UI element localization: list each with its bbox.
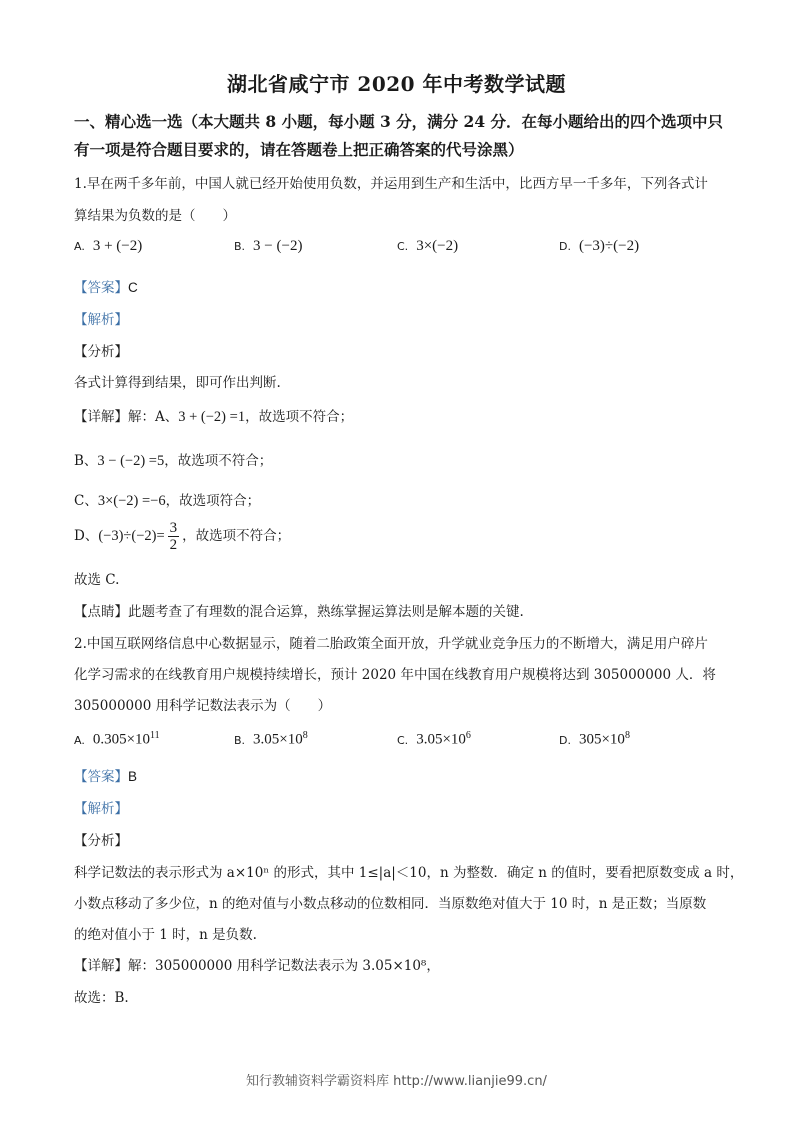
answer-value: B bbox=[128, 769, 138, 784]
option-letter: D. bbox=[559, 733, 571, 747]
page-title: 湖北省咸宁市 2020 年中考数学试题 bbox=[226, 72, 567, 96]
detail-suffix: ，故选项符合； bbox=[165, 493, 261, 509]
q2-conclusion: 故选：B. bbox=[74, 990, 129, 1006]
q1-fenxi-text: 各式计算得到结果，即可作出判断. bbox=[74, 375, 281, 391]
option-letter: B. bbox=[234, 733, 246, 747]
answer-tag: 【答案】 bbox=[74, 769, 128, 785]
q1-stem-line2: 算结果为负数的是（ ） bbox=[74, 208, 236, 224]
option-letter: B. bbox=[234, 240, 246, 253]
q1-jiexi-tag bbox=[74, 308, 734, 328]
detail-expr: 3 + (−2) =1 bbox=[178, 409, 246, 425]
q1-option-a[interactable] bbox=[74, 238, 142, 255]
detail-prefix: D、 bbox=[74, 528, 99, 544]
option-exponent: 11 bbox=[150, 730, 160, 741]
option-expr: 3 − (−2) bbox=[253, 238, 303, 254]
q1-option-c[interactable] bbox=[397, 238, 458, 255]
detail-tag: 【详解】 bbox=[74, 958, 128, 974]
detail-prefix: 解：A、 bbox=[128, 409, 179, 425]
option-letter: C. bbox=[397, 733, 409, 747]
q2-fenxi-line2: 小数点移动了多少位，n 的绝对值与小数点移动的位数相同．当原数绝对值大于 10 时，n 是正数；当原数 bbox=[74, 896, 707, 912]
q2-fenxi-tag: 【分析】 bbox=[74, 833, 128, 849]
option-exponent: 8 bbox=[302, 730, 308, 741]
detail-text: 解：305000000 用科学记数法表示为 3.05×10⁸， bbox=[128, 958, 440, 974]
q2-stem-line2: 化学习需求的在线教育用户规模持续增长，预计 2020 年中国在线教育用户规模将达到 305000000 人．将 bbox=[74, 667, 716, 683]
fraction-denominator: 2 bbox=[169, 537, 178, 553]
option-letter: C. bbox=[397, 240, 409, 253]
q1-option-b[interactable] bbox=[234, 238, 302, 255]
jiexi-tag: 【解析】 bbox=[74, 801, 128, 817]
q1-detail-a bbox=[74, 405, 734, 426]
fraction bbox=[168, 520, 180, 553]
section-heading-line1: 一、精心选一选（本大题共 8 小题，每小题 3 分，满分 24 分．在每小题给出的四个选项中只 bbox=[74, 112, 724, 131]
q1-detail-c bbox=[74, 489, 734, 510]
answer-value: C bbox=[128, 280, 138, 295]
page-footer: 知行教辅资料学霸资料库 http://www.lianjie99.cn/ bbox=[246, 1074, 547, 1089]
option-exponent: 6 bbox=[465, 730, 471, 741]
section-heading-line2: 有一项是符合题目要求的，请在答题卷上把正确答案的代号涂黑） bbox=[74, 140, 524, 159]
option-letter: A. bbox=[74, 733, 85, 747]
option-base: 305×10 bbox=[578, 731, 625, 748]
option-letter: A. bbox=[74, 240, 85, 253]
option-letter: D. bbox=[559, 240, 571, 253]
detail-prefix: B、 bbox=[74, 453, 98, 469]
q2-jiexi-tag bbox=[74, 797, 734, 817]
q2-detail bbox=[74, 954, 734, 974]
detail-expr: 3 − (−2) =5 bbox=[97, 453, 165, 469]
detail-tag: 【详解】 bbox=[74, 409, 128, 425]
q1-conclusion: 故选 C. bbox=[74, 572, 120, 588]
q1-answer bbox=[74, 276, 734, 296]
jiexi-tag: 【解析】 bbox=[74, 312, 128, 328]
q2-stem-line3: 305000000 用科学记数法表示为（ ） bbox=[74, 698, 332, 714]
q1-option-d[interactable] bbox=[559, 238, 639, 255]
q2-options bbox=[74, 730, 734, 754]
q1-detail-b bbox=[74, 449, 734, 470]
q1-dianjing bbox=[74, 600, 734, 620]
option-expr: 3 + (−2) bbox=[92, 238, 143, 254]
answer-tag: 【答案】 bbox=[74, 280, 128, 296]
dianjing-tag: 【点睛】 bbox=[74, 604, 128, 620]
option-base: 3.05×10 bbox=[253, 731, 303, 748]
q2-fenxi-line1: 科学记数法的表示形式为 a×10ⁿ 的形式，其中 1≤|a|＜10，n 为整数．确定 n 的值时，要看把原数变成 a 时， bbox=[74, 865, 744, 881]
option-exponent: 8 bbox=[624, 730, 630, 741]
q1-options bbox=[74, 238, 734, 262]
detail-expr: 3×(−2) =−6 bbox=[97, 493, 166, 509]
q2-option-b[interactable] bbox=[234, 730, 308, 749]
q1-stem-line1: 1.早在两千多年前，中国人就已经开始使用负数，并运用到生产和生活中，比西方早一千多年，下列各式计 bbox=[74, 176, 708, 192]
q1-fenxi-tag: 【分析】 bbox=[74, 344, 128, 360]
q2-option-d[interactable] bbox=[559, 730, 630, 749]
q2-answer bbox=[74, 765, 734, 785]
detail-prefix: C、 bbox=[74, 493, 98, 509]
detail-expr: (−3)÷(−2)= bbox=[98, 528, 165, 544]
q2-fenxi-line3: 的绝对值小于 1 时，n 是负数. bbox=[74, 927, 257, 943]
section-heading bbox=[74, 108, 734, 164]
option-expr: (−3)÷(−2) bbox=[578, 238, 640, 254]
option-base: 0.305×10 bbox=[92, 731, 151, 748]
dianjing-text: 此题考查了有理数的混合运算，熟练掌握运算法则是解本题的关键. bbox=[128, 604, 524, 620]
fraction-numerator: 3 bbox=[169, 520, 178, 536]
q2-option-a[interactable] bbox=[74, 730, 160, 749]
detail-suffix: ，故选项不符合； bbox=[245, 409, 354, 425]
option-base: 3.05×10 bbox=[416, 731, 466, 748]
detail-suffix: ，故选项不符合； bbox=[182, 528, 291, 544]
q2-stem-line1: 2.中国互联网络信息中心数据显示，随着二胎政策全面开放，升学就业竞争压力的不断增大，满足用户碎片 bbox=[74, 636, 708, 652]
q1-detail-d bbox=[74, 520, 734, 553]
detail-suffix: ，故选项不符合； bbox=[164, 453, 273, 469]
q2-option-c[interactable] bbox=[397, 730, 471, 749]
option-expr: 3×(−2) bbox=[416, 238, 459, 254]
